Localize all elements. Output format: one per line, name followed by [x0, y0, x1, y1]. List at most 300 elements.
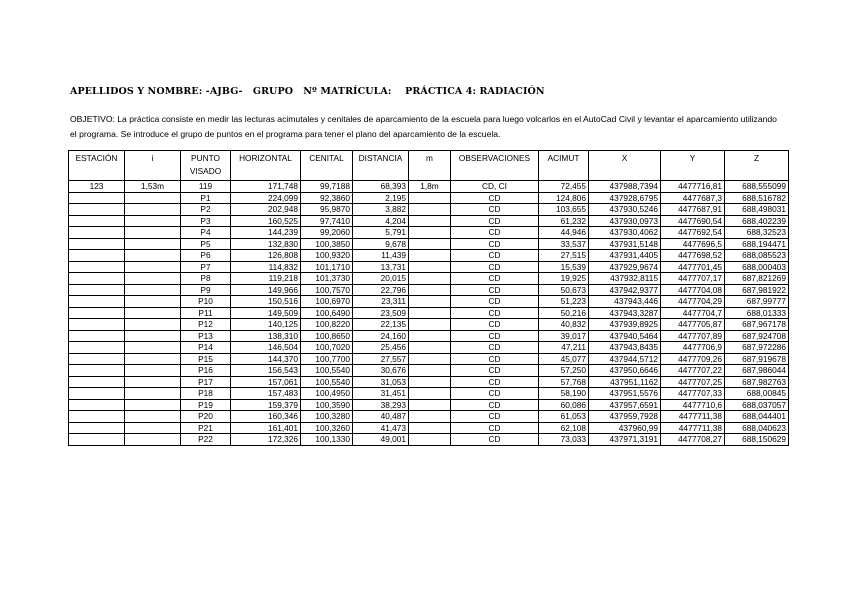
cell-cenital: 101,1710 — [301, 261, 353, 273]
cell-m — [409, 238, 451, 250]
cell-estacion — [69, 250, 125, 262]
cell-z: 688,150629 — [725, 434, 789, 446]
cell-horizontal: 138,310 — [231, 330, 301, 342]
cell-x: 437928,6795 — [589, 192, 661, 204]
table-row — [69, 411, 789, 423]
header-cenital: CENITAL — [301, 151, 353, 181]
cell-estacion — [69, 353, 125, 365]
cell-acimut: 103,655 — [539, 204, 589, 216]
cell-acimut: 40,832 — [539, 319, 589, 331]
cell-estacion — [69, 434, 125, 446]
cell-x: 437959,7928 — [589, 411, 661, 423]
cell-horizontal: 149,509 — [231, 307, 301, 319]
cell-observaciones: CD, CI — [451, 181, 539, 193]
cell-punto-visado: P1 — [181, 192, 231, 204]
table-row — [69, 238, 789, 250]
cell-horizontal: 149,966 — [231, 284, 301, 296]
cell-z: 688,00845 — [725, 388, 789, 400]
cell-cenital: 100,4950 — [301, 388, 353, 400]
cell-cenital: 100,3280 — [301, 411, 353, 423]
cell-x: 437960,99 — [589, 422, 661, 434]
cell-distancia: 23,509 — [353, 307, 409, 319]
cell-punto-visado: P4 — [181, 227, 231, 239]
cell-i — [125, 422, 181, 434]
cell-horizontal: 140,125 — [231, 319, 301, 331]
cell-observaciones: CD — [451, 261, 539, 273]
cell-punto-visado: P21 — [181, 422, 231, 434]
cell-punto-visado: P6 — [181, 250, 231, 262]
cell-acimut: 39,017 — [539, 330, 589, 342]
cell-estacion — [69, 192, 125, 204]
cell-observaciones: CD — [451, 273, 539, 285]
cell-estacion — [69, 307, 125, 319]
cell-i — [125, 319, 181, 331]
cell-m: 1,8m — [409, 181, 451, 193]
cell-distancia: 3,882 — [353, 204, 409, 216]
cell-m — [409, 388, 451, 400]
cell-estacion — [69, 238, 125, 250]
cell-horizontal: 114,832 — [231, 261, 301, 273]
cell-observaciones: CD — [451, 319, 539, 331]
cell-z: 688,498031 — [725, 204, 789, 216]
cell-i — [125, 330, 181, 342]
cell-i — [125, 215, 181, 227]
cell-horizontal: 160,346 — [231, 411, 301, 423]
cell-horizontal: 160,525 — [231, 215, 301, 227]
header-estacion: ESTACIÓN — [69, 151, 125, 181]
cell-acimut: 47,211 — [539, 342, 589, 354]
cell-acimut: 50,216 — [539, 307, 589, 319]
table-row — [69, 307, 789, 319]
cell-y: 4477704,08 — [661, 284, 725, 296]
cell-observaciones: CD — [451, 296, 539, 308]
cell-punto-visado: P19 — [181, 399, 231, 411]
cell-y: 4477710,6 — [661, 399, 725, 411]
header-acimut: ACIMUT — [539, 151, 589, 181]
cell-m — [409, 261, 451, 273]
cell-observaciones: CD — [451, 388, 539, 400]
cell-z: 688,32523 — [725, 227, 789, 239]
table-row — [69, 261, 789, 273]
objective-paragraph: OBJETIVO: La práctica consiste en medir las lecturas acimutales y cenitales de aparcamiento de la escuela para luego volcarlos en el AutoCad Civil y levantar el aparcamiento utilizando el programa. Se introduce el grupo de puntos en el programa para tener el plano del aparcamiento de la escuela. — [70, 114, 777, 139]
cell-x: 437957,6591 — [589, 399, 661, 411]
cell-observaciones: CD — [451, 330, 539, 342]
cell-m — [409, 215, 451, 227]
cell-cenital: 100,7700 — [301, 353, 353, 365]
cell-punto-visado: 119 — [181, 181, 231, 193]
cell-m — [409, 250, 451, 262]
cell-distancia: 49,001 — [353, 434, 409, 446]
cell-horizontal: 171,748 — [231, 181, 301, 193]
table-row — [69, 399, 789, 411]
cell-y: 4477704,29 — [661, 296, 725, 308]
table-row — [69, 365, 789, 377]
cell-distancia: 24,160 — [353, 330, 409, 342]
cell-x: 437930,4062 — [589, 227, 661, 239]
cell-x: 437943,8435 — [589, 342, 661, 354]
cell-observaciones: CD — [451, 204, 539, 216]
cell-y: 4477687,3 — [661, 192, 725, 204]
cell-estacion — [69, 261, 125, 273]
cell-x: 437931,5148 — [589, 238, 661, 250]
cell-acimut: 51,223 — [539, 296, 589, 308]
cell-acimut: 72,455 — [539, 181, 589, 193]
cell-m — [409, 192, 451, 204]
cell-x: 437939,8925 — [589, 319, 661, 331]
header-observaciones: OBSERVACIONES — [451, 151, 539, 181]
cell-z: 687,982763 — [725, 376, 789, 388]
cell-horizontal: 146,504 — [231, 342, 301, 354]
cell-m — [409, 365, 451, 377]
cell-z: 688,194471 — [725, 238, 789, 250]
cell-m — [409, 273, 451, 285]
header-z: Z — [725, 151, 789, 181]
cell-horizontal: 159,379 — [231, 399, 301, 411]
header-m: m — [409, 151, 451, 181]
cell-y: 4477709,26 — [661, 353, 725, 365]
cell-punto-visado: P10 — [181, 296, 231, 308]
cell-observaciones: CD — [451, 434, 539, 446]
cell-y: 4477707,17 — [661, 273, 725, 285]
cell-x: 437951,1162 — [589, 376, 661, 388]
cell-x: 437950,6646 — [589, 365, 661, 377]
cell-punto-visado: P18 — [181, 388, 231, 400]
cell-observaciones: CD — [451, 215, 539, 227]
cell-y: 4477692,54 — [661, 227, 725, 239]
cell-distancia: 30,676 — [353, 365, 409, 377]
cell-cenital: 92,3860 — [301, 192, 353, 204]
cell-m — [409, 284, 451, 296]
cell-x: 437944,5712 — [589, 353, 661, 365]
table-row — [69, 376, 789, 388]
cell-cenital: 100,5540 — [301, 376, 353, 388]
cell-z: 687,924708 — [725, 330, 789, 342]
table-row — [69, 204, 789, 216]
cell-y: 4477704,7 — [661, 307, 725, 319]
cell-distancia: 31,451 — [353, 388, 409, 400]
cell-y: 4477707,33 — [661, 388, 725, 400]
cell-y: 4477707,25 — [661, 376, 725, 388]
cell-x: 437929,9674 — [589, 261, 661, 273]
cell-cenital: 100,7570 — [301, 284, 353, 296]
cell-horizontal: 156,543 — [231, 365, 301, 377]
cell-cenital: 100,3260 — [301, 422, 353, 434]
cell-y: 4477716,81 — [661, 181, 725, 193]
cell-punto-visado: P13 — [181, 330, 231, 342]
cell-observaciones: CD — [451, 284, 539, 296]
cell-cenital: 99,7188 — [301, 181, 353, 193]
cell-acimut: 45,077 — [539, 353, 589, 365]
cell-distancia: 2,195 — [353, 192, 409, 204]
cell-horizontal: 119,218 — [231, 273, 301, 285]
cell-z: 688,555099 — [725, 181, 789, 193]
cell-i — [125, 238, 181, 250]
cell-z: 688,044401 — [725, 411, 789, 423]
header-y: Y — [661, 151, 725, 181]
cell-estacion — [69, 284, 125, 296]
table-row — [69, 181, 789, 193]
cell-z: 687,821269 — [725, 273, 789, 285]
cell-distancia: 4,204 — [353, 215, 409, 227]
cell-z: 687,981922 — [725, 284, 789, 296]
cell-distancia: 27,557 — [353, 353, 409, 365]
cell-y: 4477711,38 — [661, 422, 725, 434]
cell-i — [125, 192, 181, 204]
cell-punto-visado: P16 — [181, 365, 231, 377]
cell-acimut: 50,673 — [539, 284, 589, 296]
cell-x: 437951,5576 — [589, 388, 661, 400]
cell-m — [409, 434, 451, 446]
cell-acimut: 73,033 — [539, 434, 589, 446]
cell-distancia: 38,293 — [353, 399, 409, 411]
cell-x: 437971,3191 — [589, 434, 661, 446]
cell-estacion — [69, 342, 125, 354]
cell-distancia: 31,053 — [353, 376, 409, 388]
cell-observaciones: CD — [451, 192, 539, 204]
cell-cenital: 100,1330 — [301, 434, 353, 446]
header-x: X — [589, 151, 661, 181]
cell-m — [409, 330, 451, 342]
cell-m — [409, 422, 451, 434]
cell-punto-visado: P12 — [181, 319, 231, 331]
cell-observaciones: CD — [451, 353, 539, 365]
cell-observaciones: CD — [451, 376, 539, 388]
cell-cenital: 97,7410 — [301, 215, 353, 227]
cell-i — [125, 204, 181, 216]
cell-y: 4477707,89 — [661, 330, 725, 342]
cell-i — [125, 342, 181, 354]
cell-horizontal: 150,516 — [231, 296, 301, 308]
cell-distancia: 20,015 — [353, 273, 409, 285]
cell-punto-visado: P5 — [181, 238, 231, 250]
cell-distancia: 68,393 — [353, 181, 409, 193]
table-row — [69, 342, 789, 354]
cell-y: 4477711,38 — [661, 411, 725, 423]
cell-punto-visado: P9 — [181, 284, 231, 296]
cell-punto-visado: P20 — [181, 411, 231, 423]
table-row — [69, 250, 789, 262]
cell-y: 4477701,45 — [661, 261, 725, 273]
cell-z: 688,000403 — [725, 261, 789, 273]
cell-i — [125, 388, 181, 400]
cell-horizontal: 132,830 — [231, 238, 301, 250]
cell-i — [125, 376, 181, 388]
cell-i — [125, 261, 181, 273]
cell-punto-visado: P3 — [181, 215, 231, 227]
table-row — [69, 422, 789, 434]
cell-observaciones: CD — [451, 307, 539, 319]
cell-i — [125, 434, 181, 446]
cell-i — [125, 353, 181, 365]
cell-cenital: 100,3590 — [301, 399, 353, 411]
cell-distancia: 41,473 — [353, 422, 409, 434]
cell-punto-visado: P17 — [181, 376, 231, 388]
cell-observaciones: CD — [451, 250, 539, 262]
cell-acimut: 61,232 — [539, 215, 589, 227]
cell-distancia: 40,487 — [353, 411, 409, 423]
cell-cenital: 100,8220 — [301, 319, 353, 331]
cell-cenital: 100,3850 — [301, 238, 353, 250]
cell-cenital: 99,2060 — [301, 227, 353, 239]
table-row — [69, 284, 789, 296]
cell-observaciones: CD — [451, 342, 539, 354]
table-body — [69, 181, 789, 446]
cell-acimut: 58,190 — [539, 388, 589, 400]
cell-m — [409, 376, 451, 388]
cell-y: 4477690,54 — [661, 215, 725, 227]
cell-horizontal: 157,483 — [231, 388, 301, 400]
cell-horizontal: 144,239 — [231, 227, 301, 239]
cell-x: 437930,0973 — [589, 215, 661, 227]
cell-observaciones: CD — [451, 399, 539, 411]
cell-estacion — [69, 204, 125, 216]
cell-estacion — [69, 388, 125, 400]
cell-z: 687,986044 — [725, 365, 789, 377]
cell-m — [409, 227, 451, 239]
cell-estacion — [69, 227, 125, 239]
cell-y: 4477687,91 — [661, 204, 725, 216]
cell-cenital: 101,3730 — [301, 273, 353, 285]
cell-cenital: 100,7020 — [301, 342, 353, 354]
cell-z: 687,967178 — [725, 319, 789, 331]
cell-acimut: 33,537 — [539, 238, 589, 250]
cell-i — [125, 273, 181, 285]
cell-cenital: 100,6490 — [301, 307, 353, 319]
cell-i — [125, 307, 181, 319]
cell-x: 437988,7394 — [589, 181, 661, 193]
cell-distancia: 11,439 — [353, 250, 409, 262]
cell-m — [409, 296, 451, 308]
cell-punto-visado: P15 — [181, 353, 231, 365]
cell-acimut: 27,515 — [539, 250, 589, 262]
cell-horizontal: 202,948 — [231, 204, 301, 216]
table-row — [69, 330, 789, 342]
cell-distancia: 13,731 — [353, 261, 409, 273]
cell-estacion — [69, 411, 125, 423]
cell-horizontal: 144,370 — [231, 353, 301, 365]
cell-punto-visado: P14 — [181, 342, 231, 354]
radiation-table — [68, 150, 789, 446]
cell-m — [409, 411, 451, 423]
cell-i — [125, 250, 181, 262]
cell-observaciones: CD — [451, 411, 539, 423]
cell-cenital: 95,9870 — [301, 204, 353, 216]
cell-z: 688,037057 — [725, 399, 789, 411]
table-row — [69, 319, 789, 331]
cell-cenital: 100,6970 — [301, 296, 353, 308]
cell-y: 4477708,27 — [661, 434, 725, 446]
cell-distancia: 9,678 — [353, 238, 409, 250]
cell-z: 688,085523 — [725, 250, 789, 262]
cell-x: 437942,9377 — [589, 284, 661, 296]
cell-estacion — [69, 365, 125, 377]
cell-x: 437943,3287 — [589, 307, 661, 319]
cell-acimut: 57,250 — [539, 365, 589, 377]
cell-acimut: 57,768 — [539, 376, 589, 388]
cell-i — [125, 284, 181, 296]
table-row — [69, 273, 789, 285]
document-heading: APELLIDOS Y NOMBRE: -AJBG- GRUPO Nº MATRÍCULA: PRÁCTICA 4: RADIACIÓN — [70, 86, 545, 97]
cell-i — [125, 296, 181, 308]
table-header-row — [69, 151, 789, 181]
cell-z: 688,516782 — [725, 192, 789, 204]
cell-m — [409, 399, 451, 411]
cell-z: 688,040623 — [725, 422, 789, 434]
cell-acimut: 19,925 — [539, 273, 589, 285]
cell-z: 688,402239 — [725, 215, 789, 227]
cell-x: 437931,4405 — [589, 250, 661, 262]
cell-x: 437940,5464 — [589, 330, 661, 342]
cell-estacion — [69, 330, 125, 342]
cell-cenital: 100,5540 — [301, 365, 353, 377]
cell-horizontal: 157,061 — [231, 376, 301, 388]
table-row — [69, 227, 789, 239]
table-row — [69, 434, 789, 446]
cell-m — [409, 307, 451, 319]
cell-estacion — [69, 399, 125, 411]
cell-observaciones: CD — [451, 227, 539, 239]
cell-distancia: 25,456 — [353, 342, 409, 354]
cell-m — [409, 353, 451, 365]
cell-estacion — [69, 319, 125, 331]
cell-distancia: 22,135 — [353, 319, 409, 331]
cell-estacion: 123 — [69, 181, 125, 193]
cell-i — [125, 411, 181, 423]
cell-z: 687,919678 — [725, 353, 789, 365]
cell-x: 437932,8115 — [589, 273, 661, 285]
header-horizontal: HORIZONTAL — [231, 151, 301, 181]
cell-horizontal: 161,401 — [231, 422, 301, 434]
header-punto-visado: PUNTO VISADO — [181, 151, 231, 181]
cell-i — [125, 399, 181, 411]
table-row — [69, 353, 789, 365]
cell-y: 4477707,22 — [661, 365, 725, 377]
cell-horizontal: 224,099 — [231, 192, 301, 204]
cell-distancia: 22,796 — [353, 284, 409, 296]
cell-acimut: 44,946 — [539, 227, 589, 239]
cell-acimut: 62,108 — [539, 422, 589, 434]
cell-x: 437930,5246 — [589, 204, 661, 216]
cell-distancia: 23,311 — [353, 296, 409, 308]
cell-punto-visado: P22 — [181, 434, 231, 446]
cell-acimut: 15,539 — [539, 261, 589, 273]
cell-y: 4477705,87 — [661, 319, 725, 331]
cell-distancia: 5,791 — [353, 227, 409, 239]
cell-cenital: 100,9320 — [301, 250, 353, 262]
cell-m — [409, 319, 451, 331]
cell-m — [409, 342, 451, 354]
cell-z: 687,99777 — [725, 296, 789, 308]
cell-observaciones: CD — [451, 238, 539, 250]
cell-horizontal: 172,326 — [231, 434, 301, 446]
cell-punto-visado: P2 — [181, 204, 231, 216]
cell-estacion — [69, 215, 125, 227]
cell-acimut: 60,086 — [539, 399, 589, 411]
cell-i: 1,53m — [125, 181, 181, 193]
table-row — [69, 388, 789, 400]
cell-acimut: 124,806 — [539, 192, 589, 204]
header-i: i — [125, 151, 181, 181]
cell-y: 4477706,9 — [661, 342, 725, 354]
cell-estacion — [69, 273, 125, 285]
table-row — [69, 215, 789, 227]
cell-acimut: 61,053 — [539, 411, 589, 423]
cell-cenital: 100,8650 — [301, 330, 353, 342]
cell-estacion — [69, 296, 125, 308]
cell-i — [125, 365, 181, 377]
cell-z: 687,972286 — [725, 342, 789, 354]
cell-estacion — [69, 376, 125, 388]
